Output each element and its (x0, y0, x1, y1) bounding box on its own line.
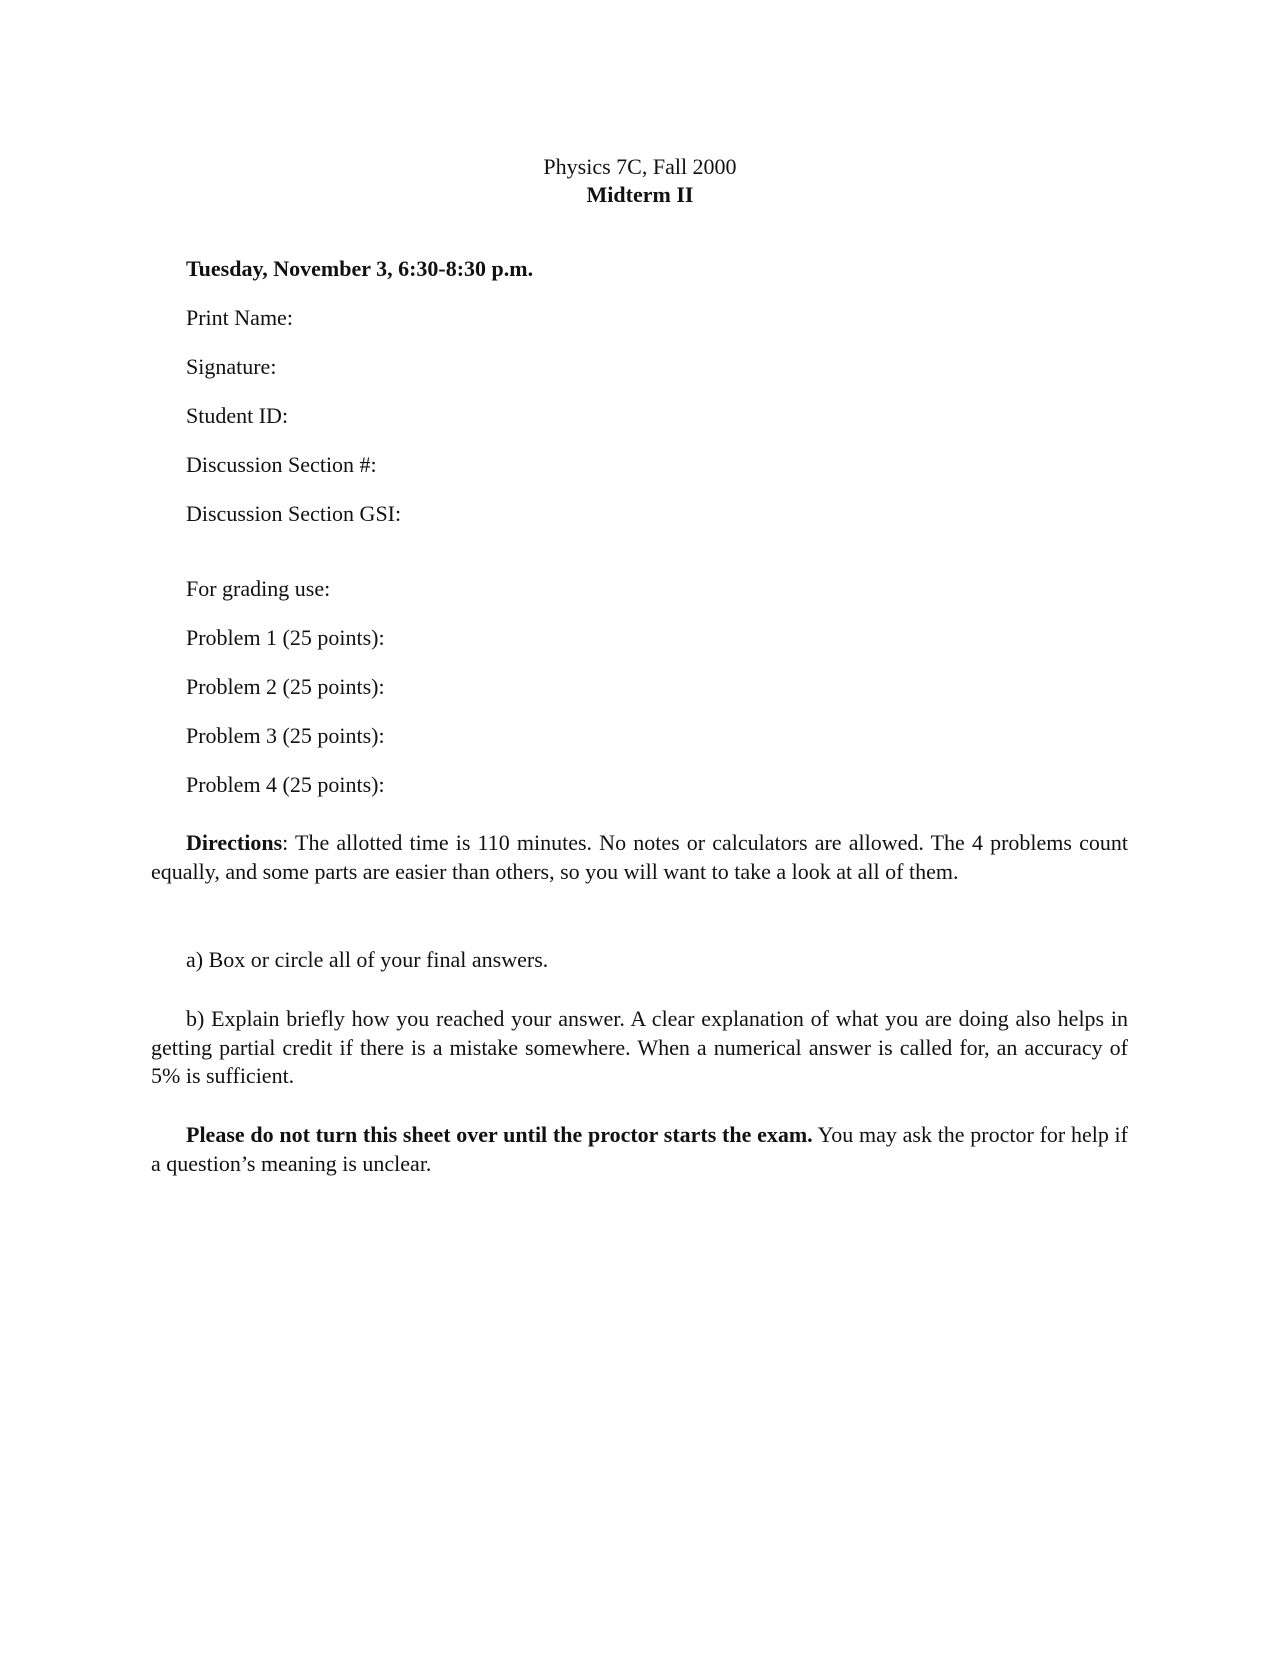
grading-problem-1: Problem 1 (25 points): (186, 625, 385, 650)
instruction-b: b) Explain briefly how you reached your answer. A clear explanation of what you are doing also helps in getting partial credit if there is a mistake somewhere. When a numerical answer is called for, an accuracy of 5% is sufficient. (151, 1006, 1128, 1088)
instruction-a: a) Box or circle all of your final answers. (186, 947, 549, 972)
field-signature: Signature: (186, 354, 277, 379)
grading-problem-2: Problem 2 (25 points): (186, 674, 385, 699)
field-student-id: Student ID: (186, 403, 289, 428)
notice-paragraph (151, 1121, 1128, 1178)
field-discussion-section: Discussion Section #: (186, 452, 377, 477)
notice-bold: Please do not turn this sheet over until the proctor starts the exam. (186, 1122, 813, 1147)
directions-label: Directions (186, 830, 283, 855)
exam-title: Midterm II (586, 182, 694, 207)
grading-heading: For grading use: (186, 576, 331, 601)
course-title: Physics 7C, Fall 2000 (543, 154, 737, 179)
notice-text: You may ask the proctor for help if a question’s meaning is unclear. (151, 1122, 1128, 1176)
grading-problem-3: Problem 3 (25 points): (186, 723, 385, 748)
grading-problem-4: Problem 4 (25 points): (186, 772, 385, 797)
directions-paragraph (151, 829, 1128, 886)
field-discussion-gsi: Discussion Section GSI: (186, 501, 402, 526)
exam-date: Tuesday, November 3, 6:30-8:30 p.m. (186, 256, 534, 281)
field-print-name: Print Name: (186, 305, 293, 330)
directions-text: : The allotted time is 110 minutes. No notes or calculators are allowed. The 4 problems count equally, and some parts are easier than others, so you will want to take a look at all of them. (151, 830, 1128, 884)
